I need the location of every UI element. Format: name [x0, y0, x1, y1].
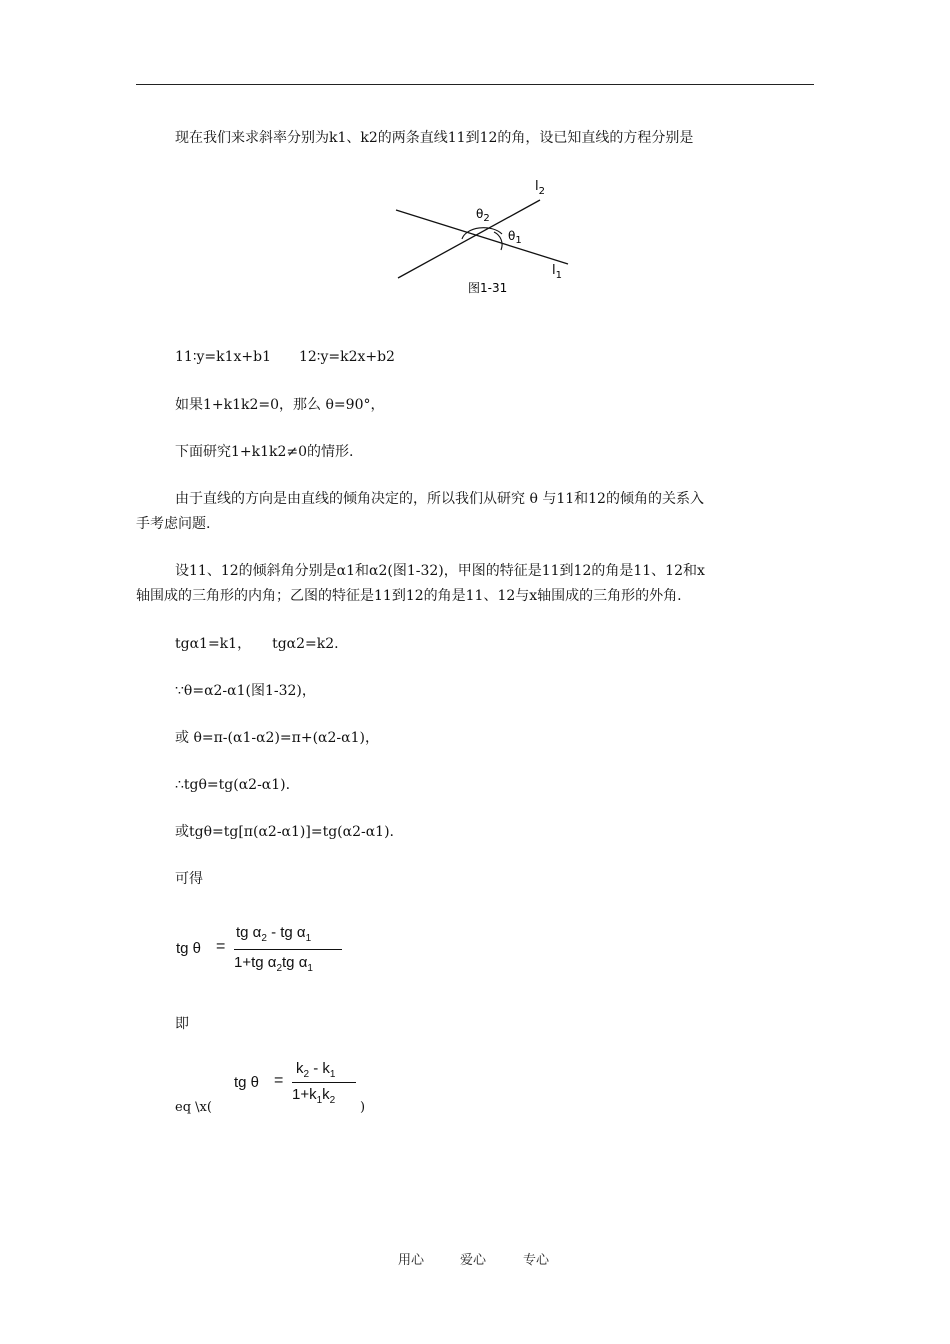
- formula2-denominator: $1+k_1k_2$: [292, 1086, 336, 1106]
- label-theta2: $\theta_2$: [476, 207, 490, 224]
- figure-caption: 图1-31: [468, 281, 508, 295]
- label-theta1: $\theta_1$: [508, 229, 522, 246]
- formula1-fraction-bar: [234, 949, 342, 950]
- formula-tg-k: [234, 1058, 374, 1118]
- formula2-numerator: $k_2 - k_1$: [296, 1060, 336, 1080]
- formula1-lhs: tg θ: [176, 940, 202, 957]
- footer-item-3: 专心: [523, 1253, 550, 1268]
- figure-1-31: [390, 172, 580, 302]
- formula2-lhs: tg θ: [234, 1074, 260, 1091]
- field-code-suffix: ): [360, 1100, 366, 1115]
- paragraph-intro: 现在我们来求斜率分别为k1、k2的两条直线11到12的角，设已知直线的方程分别是: [175, 130, 694, 146]
- paragraph-tangents: tgα1=k1， tgα2=k2.: [175, 636, 339, 652]
- formula2-fraction-bar: [292, 1082, 356, 1083]
- field-code-prefix: eq \x(: [175, 1100, 212, 1115]
- paragraph-inclination-line2: 轴围成的三角形的内角；乙图的特征是11到12的角是11、12与x轴围成的三角形的外角.: [136, 588, 682, 604]
- paragraph-or-theta: 或 θ=π-(α1-α2)=π+(α2-α1)，: [175, 730, 379, 746]
- label-l2: $l_2$: [535, 179, 545, 197]
- footer-item-2: 爱心: [460, 1253, 487, 1268]
- paragraph-or-tg: 或tgθ=tg[π(α2-α1)]=tg(α2-α1).: [175, 824, 394, 840]
- paragraph-direction-line1: 由于直线的方向是由直线的倾角决定的，所以我们从研究 θ 与11和12的倾角的关系入: [175, 491, 704, 507]
- header-rule: [136, 84, 814, 85]
- paragraph-inclination-line1: 设11、12的倾斜角分别是α1和α2(图1-32)，甲图的特征是11到12的角是11、12和x: [175, 563, 705, 579]
- paragraph-equations: 11∶y=k1x+b1 12∶y=k2x+b2: [175, 349, 395, 365]
- paragraph-namely: 即: [175, 1016, 189, 1032]
- formula1-denominator: 1+tg $\alpha_2tg$ $\alpha_1$: [234, 954, 313, 974]
- formula1-equals: =: [216, 938, 226, 955]
- label-l1: $l_1$: [552, 263, 562, 281]
- paragraph-perpendicular: 如果1+k1k2=0，那么 θ=90°，: [175, 397, 385, 413]
- formula-tg-alpha: [176, 920, 376, 980]
- paragraph-obtain: 可得: [175, 871, 203, 887]
- paragraph-therefore: ∴tgθ=tg(α2-α1).: [175, 777, 291, 793]
- paragraph-because: ∵θ=α2-α1(图1-32)，: [175, 683, 316, 699]
- formula1-numerator: tg $\alpha_2$ - tg $\alpha_1$: [236, 924, 312, 944]
- paragraph-general-case: 下面研究1+k1k2≠0的情形.: [175, 444, 354, 460]
- footer-item-1: 用心: [398, 1253, 425, 1268]
- paragraph-direction-line2: 手考虑问题.: [136, 516, 211, 532]
- formula2-equals: =: [274, 1072, 284, 1089]
